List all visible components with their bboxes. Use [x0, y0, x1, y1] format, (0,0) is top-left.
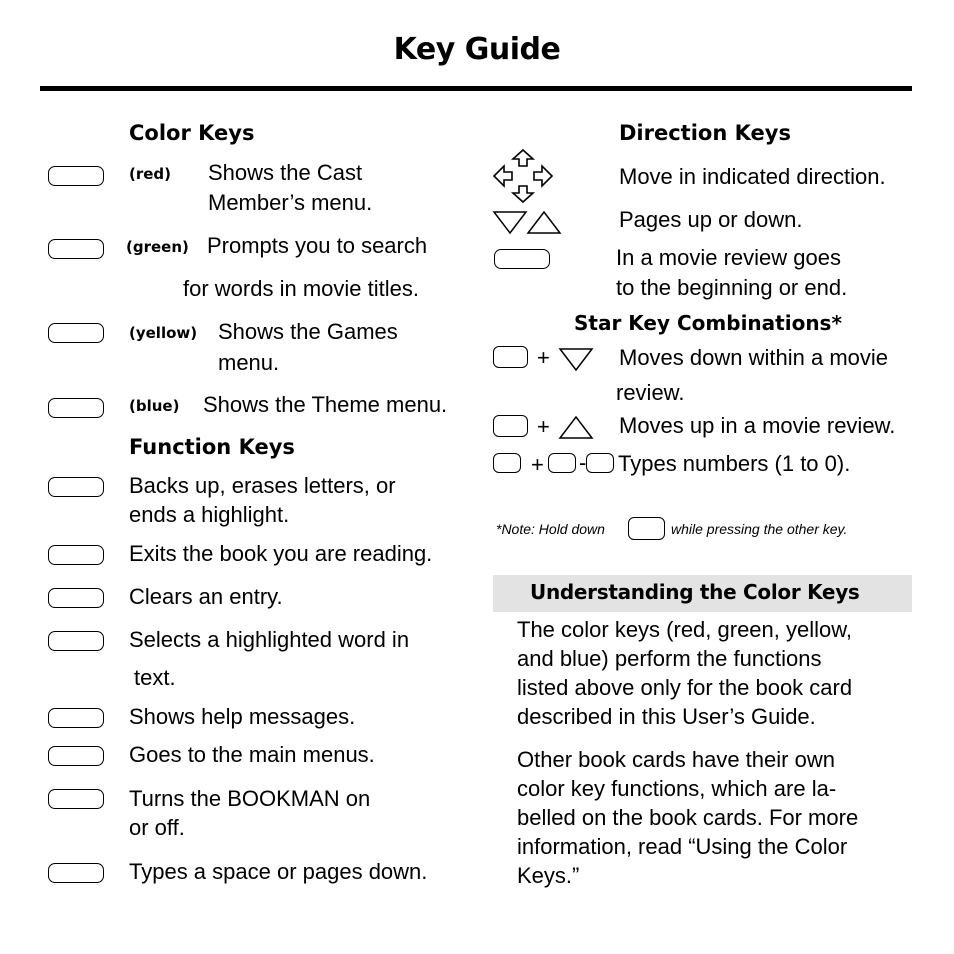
enter-key-desc-line1: Selects a highlighted word in: [129, 627, 410, 652]
star-combos-heading: Star Key Combinations*: [574, 311, 842, 335]
para1-line: and blue) perform the functions: [517, 646, 822, 671]
function-keys-heading: Function Keys: [129, 435, 295, 459]
star-down-desc-line2: review.: [616, 380, 685, 405]
menu-key: [48, 746, 104, 766]
title-rule: [40, 86, 912, 91]
power-key-desc-line1: Turns the BOOKMAN on: [129, 786, 371, 811]
red-key-desc-line1: Shows the Cast: [208, 160, 363, 185]
yellow-key: [48, 323, 104, 343]
red-key-tag: (red): [129, 165, 172, 183]
star-up-desc: Moves up in a movie review.: [619, 413, 896, 438]
blue-key-desc: Shows the Theme menu.: [203, 392, 448, 417]
back-key-desc-line2: ends a highlight.: [129, 502, 290, 527]
arrows-desc: Move in indicated direction.: [619, 164, 886, 189]
exit-key: [48, 545, 104, 565]
para1-line: The color keys (red, green, yellow,: [517, 617, 853, 642]
para2-line: color key functions, which are la-: [517, 776, 837, 801]
plus-sign: +: [537, 345, 550, 370]
understanding-para-1: [517, 615, 917, 731]
movie-key: [494, 249, 550, 269]
back-key-desc-line1: Backs up, erases letters, or: [129, 473, 396, 498]
plus-sign: +: [531, 452, 544, 477]
page-down-up-icon: [492, 209, 564, 235]
numbers-desc: Types numbers (1 to 0).: [618, 451, 851, 476]
down-triangle-icon: [558, 346, 594, 372]
clear-key: [48, 588, 104, 608]
yellow-key-desc-line1: Shows the Games: [218, 319, 398, 344]
star-key: [493, 415, 528, 437]
green-key-desc-line1: Prompts you to search: [207, 233, 428, 258]
space-key-desc: Types a space or pages down.: [129, 859, 428, 884]
clear-key-desc: Clears an entry.: [129, 584, 283, 609]
space-key: [48, 863, 104, 883]
green-key-desc-line2: for words in movie titles.: [183, 276, 419, 301]
para2-line: Other book cards have their own: [517, 747, 835, 772]
pages-desc: Pages up or down.: [619, 207, 803, 232]
yellow-key-desc-line2: menu.: [218, 350, 280, 375]
star-key: [493, 453, 521, 473]
note-text-before: *Note: Hold down: [496, 521, 605, 537]
note-star-key: [628, 517, 665, 540]
menu-key-desc: Goes to the main menus.: [129, 742, 375, 767]
para2-line: belled on the book cards. For more: [517, 805, 859, 830]
para1-line: listed above only for the book card: [517, 675, 853, 700]
page-title: Key Guide: [393, 32, 561, 67]
blue-key-tag: (blue): [129, 397, 180, 415]
para2-line: information, read “Using the Color: [517, 834, 848, 859]
enter-key-desc-line2: text.: [134, 665, 176, 690]
green-key: [48, 239, 104, 259]
yellow-key-tag: (yellow): [129, 324, 198, 342]
note-text-after: while pressing the other key.: [671, 521, 848, 537]
help-key: [48, 708, 104, 728]
power-key: [48, 789, 104, 809]
number-key-first: [548, 453, 576, 473]
movie-desc-line1: In a movie review goes: [616, 245, 841, 270]
para2-line: Keys.”: [517, 863, 580, 888]
back-key: [48, 477, 104, 497]
star-down-desc-line1: Moves down within a movie: [619, 345, 889, 370]
up-triangle-icon: [558, 414, 594, 440]
help-key-desc: Shows help messages.: [129, 704, 356, 729]
star-key: [493, 346, 528, 368]
red-key-desc-line2: Member’s menu.: [208, 190, 373, 215]
understanding-heading: Understanding the Color Keys: [530, 580, 860, 604]
direction-keys-heading: Direction Keys: [619, 121, 791, 145]
blue-key: [48, 398, 104, 418]
number-key-last: [586, 453, 614, 473]
exit-key-desc: Exits the book you are reading.: [129, 541, 433, 566]
power-key-desc-line2: or off.: [129, 815, 185, 840]
enter-key: [48, 631, 104, 651]
dash-sign: -: [579, 450, 587, 475]
color-keys-heading: Color Keys: [129, 121, 255, 145]
green-key-tag: (green): [126, 238, 189, 256]
red-key: [48, 166, 104, 186]
plus-sign: +: [537, 414, 550, 439]
para1-line: described in this User’s Guide.: [517, 704, 816, 729]
direction-arrows-icon: [492, 148, 554, 204]
understanding-para-2: [517, 745, 917, 890]
movie-desc-line2: to the beginning or end.: [616, 275, 848, 300]
